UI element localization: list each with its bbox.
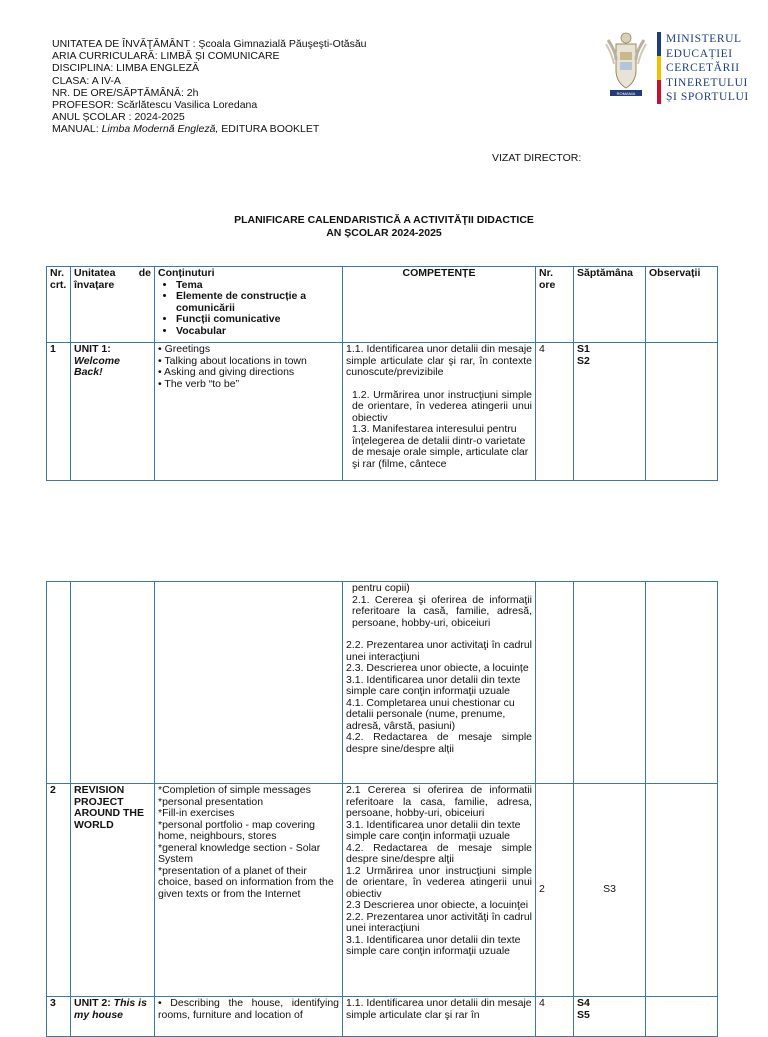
manual-line: MANUAL: Limba Modernă Engleză, EDITURA BOOKLET [52, 123, 320, 136]
planning-table-part1 [46, 266, 718, 481]
weeks-cell: S4 S5 [574, 997, 646, 1037]
school-header [52, 38, 367, 136]
table-header-row [47, 267, 718, 343]
col-header-week: Săptămâna [574, 267, 646, 343]
weeks-cell: S3 [574, 784, 646, 997]
header-line: PROFESOR: Scărlătescu Vasilica Loredana [52, 99, 258, 112]
document-title: PLANIFICARE CALENDARISTICĂ A ACTIVITĂŢII DIDACTICE [234, 214, 534, 226]
contents-cell: • Describing the house, identifying rooms, furniture and location of [155, 997, 343, 1037]
ministry-name: MINISTERUL EDUCAȚIEI CERCETĂRII TINERETULUI ȘI SPORTULUI [666, 33, 749, 104]
observations-cell [646, 784, 718, 997]
col-header-ore: Nr. ore [536, 267, 574, 343]
competences-cell: 1.1. Identificarea unor detalii din mesaje simple articulate clar şi rar, în contexte cunoscute/previzibile 1.2. Urmărirea unor instrucţiuni simple de orientare, în vederea atingerii unui obiectiv 1.3. Manifestarea interesului pentru înțelegerea de detalii dintr-o varietate de mesaje orale simple, articulate clar şi rar (filme, cântece [343, 343, 536, 481]
romania-crest-icon [602, 30, 650, 102]
observations-cell [646, 997, 718, 1037]
competences-cell: 1.1. Identificarea unor detalii din mesaje simple articulate clar şi rar în [343, 997, 536, 1037]
hours-cell: 4 [536, 343, 574, 481]
table-row [47, 582, 718, 784]
table-row [47, 784, 718, 997]
header-line: NR. DE ORE/SĂPTĂMÂNĂ: 2h [52, 86, 199, 99]
unit-cell: UNIT 1: Welcome Back! [71, 343, 155, 481]
header-line: ARIA CURRICULARĂ: LIMBĂ ȘI COMUNICARE [52, 50, 280, 63]
competences-cell: 2.1 Cererea si oferirea de informatii referitoare la casa, familie, adresa, persoane, hobby-uri, obiceiuri 3.1. Identificarea unor detalii din texte simple care conţin informaţii uzuale 4.2. Redactarea de mesaje simple despre sine/despre alţii 1.2 Urmărirea unor instrucţiuni simple de orientare, în vederea atingerii unui obiectiv 2.3 Descrierea unor obiecte, a locuinţei 2.2. Prezentarea unor activităţi în cadrul unei interacţiuni 3.1. Identificarea unor detalii din texte simple care conţin informaţii uzuale [343, 784, 536, 997]
header-line: UNITATEA DE ÎNVĂŢĂMÂNT : Şcoala Gimnazială Păuşeşti-Otăsău [52, 38, 367, 50]
competences-cell: pentru copii) 2.1. Cererea şi oferirea de informaţii referitoare la casă, familie, adresă, persoane, hobby-uri, obiceiuri 2.2. Prezentarea unor activitaţi în cadrul unei interacţiuni 2.3. Descrierea unor obiecte, a locuințe 3.1. Identificarea unor detalii din texte simple care conţin informaţii uzuale 4.1. Completarea unui chestionar cu detalii personale (nume, prenume, adresă, vârstă, pasiuni) 4.2. Redactarea de mesaje simple despre sine/despre alții [343, 582, 536, 784]
table-row [47, 343, 718, 481]
unit-cell: REVISION PROJECT AROUND THE WORLD [71, 784, 155, 997]
svg-text:ROMANIA: ROMANIA [616, 91, 636, 96]
table-row [47, 997, 718, 1037]
contents-cell: • Greetings • Talking about locations in town • Asking and giving directions • The verb “to be” [155, 343, 343, 481]
header-line: ANUL ȘCOLAR : 2024-2025 [52, 111, 185, 124]
row-number: 2 [47, 784, 71, 997]
hours-cell: 2 [536, 784, 574, 997]
row-number: 1 [47, 343, 71, 481]
col-header-nr: Nr. crt. [47, 267, 71, 343]
col-header-unit: Unitatea de învațare [71, 267, 155, 343]
col-header-competente: COMPETENȚE [343, 267, 536, 343]
director-approval: VIZAT DIRECTOR: [492, 152, 582, 164]
row-number: 3 [47, 997, 71, 1037]
header-line: CLASA: A IV-A [52, 74, 121, 87]
ministry-logo [602, 30, 749, 106]
header-line: DISCIPLINA: LIMBA ENGLEZĂ [52, 62, 200, 75]
unit-cell: UNIT 2: This is my house [71, 997, 155, 1037]
col-header-obs: Observații [646, 267, 718, 343]
planning-table-part2 [46, 581, 718, 1037]
contents-cell: *Completion of simple messages *personal presentation *Fill-in exercises *personal portfolio - map covering home, neighbours, stores *general knowledge section - Solar System *presentation of a planet of their choice, based on information from the given texts or from the Internet [155, 784, 343, 997]
col-header-content: Conținuturi • Tema • Elemente de construcție a comunicării • Funcții comunicative • Vocabular [155, 267, 343, 343]
weeks-cell: S1 S2 [574, 343, 646, 481]
observations-cell [646, 343, 718, 481]
tricolor-bar [657, 32, 661, 104]
document-subtitle: AN ȘCOLAR 2024-2025 [326, 227, 442, 239]
hours-cell: 4 [536, 997, 574, 1037]
